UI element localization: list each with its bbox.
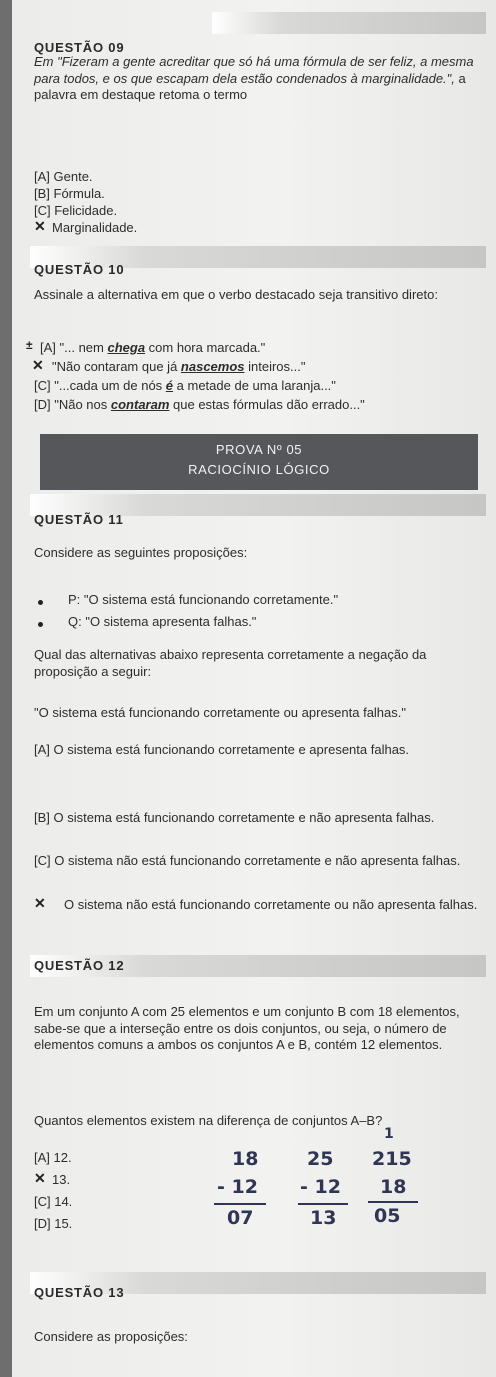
question-12-option-b: 13.: [52, 1172, 71, 1187]
question-12-option-c: [C] 14.: [34, 1194, 73, 1209]
proposition-q: Q: "O sistema apresenta falhas.": [68, 614, 257, 629]
question-10-option-b: "Não contaram que já nascemos inteiros...": [52, 359, 306, 374]
question-09-quote: Em "Fizeram a gente acreditar que só há uma fórmula de ser feliz, a mesma para todos, e os que escapam dela estão condenados à marginalidade.",: [34, 54, 474, 86]
question-11-quote: "O sistema está funcionando corretamente ou apresenta falhas.": [34, 705, 406, 720]
question-11-title: QUESTÃO 11: [34, 512, 124, 527]
question-09-option-a: [A] Gente.: [34, 169, 93, 184]
question-12-question: Quantos elementos existem na diferença de conjuntos A–B?: [34, 1113, 383, 1128]
question-09-option-c: [C] Felicidade.: [34, 203, 118, 218]
checkmark-x-icon: ✕: [34, 1170, 46, 1186]
bullet-icon: [38, 600, 43, 605]
question-11-option-c: [C] O sistema não está funcionando corretamente e não apresenta falhas.: [34, 853, 461, 868]
bullet-icon: [38, 622, 43, 627]
section-banner: [40, 434, 478, 490]
question-10-stem: Assinale a alternativa em que o verbo destacado seja transitivo direto:: [34, 287, 438, 302]
question-11-option-b: [B] O sistema está funcionando corretamente e não apresenta falhas.: [34, 810, 435, 825]
banner-subtitle: RACIOCÍNIO LÓGICO: [188, 462, 330, 477]
question-10-option-d: [D] "Não nos contaram que estas fórmulas dão errado...": [34, 397, 365, 412]
question-13-stem: Considere as proposições:: [34, 1329, 188, 1344]
question-10-option-c: [C] "...cada um de nós é a metade de uma laranja...": [34, 378, 336, 393]
handwritten-mark-icon: ±: [26, 338, 33, 352]
question-11-question: Qual das alternativas abaixo representa corretamente a negação da proposição a seguir:: [34, 647, 427, 679]
question-09-option-d: Marginalidade.: [52, 220, 138, 235]
banner-title: PROVA Nº 05: [215, 442, 303, 457]
question-11-intro: Considere as seguintes proposições:: [34, 545, 248, 560]
question-11-option-a: [A] O sistema está funcionando corretamente e apresenta falhas.: [34, 742, 410, 757]
question-13-title: QUESTÃO 13: [34, 1285, 125, 1300]
question-11-option-d: O sistema não está funcionando corretamente ou não apresenta falhas.: [64, 897, 478, 912]
checkmark-x-icon: ✕: [34, 218, 46, 234]
question-header-bar: [212, 12, 486, 34]
question-12-option-d: [D] 15.: [34, 1216, 73, 1231]
exam-page: QUESTÃO 09 Em "Fizeram a gente acreditar que só há uma fórmula de ser feliz, a mesma para todos, e os que escapam dela estão condenados à marginalidade.", a palavra em destaque retoma o termo [A] Gente. [B] Fórmula. [C] Felicidade. ✕ Marginalidade. QUESTÃO 10 Assinale a alternativa em que o verbo destacado seja transitivo direto: [A] "... nem chega com hora marcada." ± ✕ "Não contaram que já nascemos inteiros..." [C] "...cada um de nós é a metade de uma laranja..." [D] "Não nos contaram que estas fórmulas dão errado..." PROVA Nº 05 RACIOCÍNIO LÓGICO QUESTÃO 11 Considere as seguintes proposições: P: "O sistema está funcionando corretamente." Q: "O sistema apresenta falhas." Qual das alternativas abaixo representa corretamente a negação da proposição a seguir: "O sistema está funcionando corretamente ou apresenta falhas." [A] O sistema está funcionando corretamente e apresenta falhas. [B] O sistema está funcionando corretamente e não apresenta falhas. [C] O sistema não está funcionando corretamente e não apresenta falhas. ✕ O sistema não está funcionando corretamente ou não apresenta falhas. QUESTÃO 12 Em um conjunto A com 25 elementos e um conjunto B com 18 elementos, sabe-se que a interseção entre os dois conjuntos, ou seja, o número de elementos comuns a ambos os conjuntos A e B, contém 12 elementos. Quantos elementos existem na diferença de conjuntos A–B? [A] 12. ✕ 13. [C] 14. [D] 15. 18 - 12 07 25 - 12 13 1 215 18 05 QUESTÃO 13 Considere as proposições:: [12, 0, 496, 1377]
question-09-stem-rest: a palavra em destaque retoma o termo: [34, 70, 466, 102]
proposition-p: P: "O sistema está funcionando corretamente.": [68, 592, 339, 607]
question-09-option-b: [B] Fórmula.: [34, 186, 105, 201]
question-09-stem: [34, 54, 478, 104]
checkmark-x-icon: ✕: [34, 895, 46, 911]
question-12-title: QUESTÃO 12: [34, 958, 125, 973]
question-12-stem: Em um conjunto A com 25 elementos e um conjunto B com 18 elementos, sabe-se que a interseção entre os dois conjuntos, ou seja, o número de elementos comuns a ambos os conjuntos A e B, contém 12 elementos.: [34, 1004, 460, 1052]
question-12-option-a: [A] 12.: [34, 1150, 72, 1165]
question-10-title: QUESTÃO 10: [34, 262, 125, 277]
question-10-option-a: [A] "... nem chega com hora marcada.": [40, 340, 266, 355]
question-09-title: QUESTÃO 09: [34, 40, 125, 55]
checkmark-x-icon: ✕: [32, 357, 44, 373]
